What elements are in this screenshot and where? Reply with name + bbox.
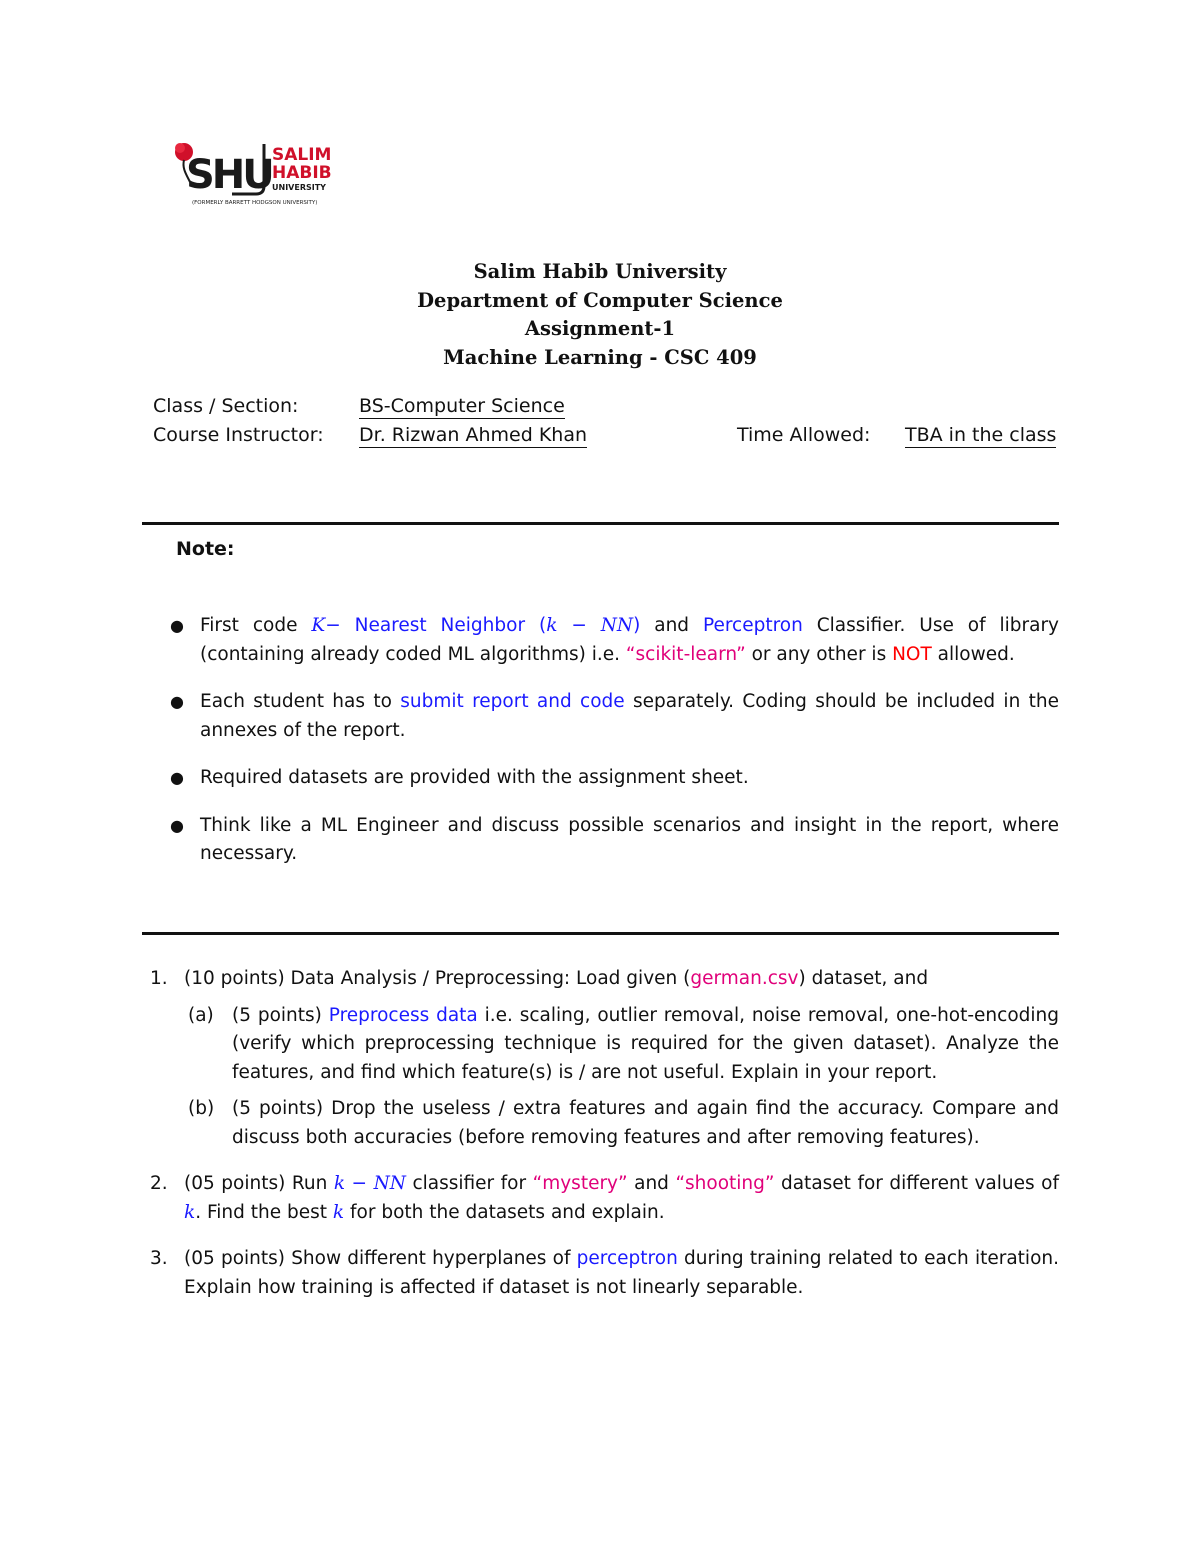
svg-text:SHU: SHU [186, 152, 272, 198]
bullet-icon: ● [170, 815, 184, 835]
svg-text:SALIM: SALIM [272, 145, 332, 165]
mystery-highlight: “mystery” [532, 1173, 628, 1194]
course-info [153, 395, 1083, 453]
list-item: ● Required datasets are provided with the assignment sheet. [170, 764, 1059, 793]
time-label: Time Allowed: [737, 424, 871, 446]
note-title: Note: [176, 538, 235, 560]
svg-text:(FORMERLY BARRETT HODGSON UNIV: (FORMERLY BARRETT HODGSON UNIVERSITY) [192, 200, 318, 206]
bullet-icon: ● [170, 768, 184, 787]
question-1b: (b) (5 points) Drop the useless / extra features and again find the accuracy. Compare and discuss both accuracies (before removing features and after removing features). [188, 1098, 1059, 1148]
list-item: ● Each student has to submit report and code separately. Coding should be included in the annexes of the report. [170, 688, 1059, 745]
department-name: Department of Computer Science [417, 288, 783, 312]
time-value: TBA in the class [905, 424, 1057, 446]
bottom-divider [142, 932, 1059, 935]
university-logo [172, 138, 362, 208]
class-label: Class / Section: [153, 395, 299, 417]
class-row [153, 395, 1083, 424]
class-value: BS-Computer Science [359, 395, 565, 417]
instructor-label: Course Instructor: [153, 424, 324, 446]
svg-text:UNIVERSITY: UNIVERSITY [272, 183, 326, 192]
question-1a: (a) (5 points) Preprocess data i.e. scaling, outlier removal, noise removal, one-hot-encoding (verify which preprocessing technique is required for the given dataset). Analyze the features, and find which feature(s) is / are not useful. Explain in your report. [188, 1004, 1060, 1083]
shooting-highlight: “shooting” [675, 1173, 775, 1194]
question-1: 1. (10 points) Data Analysis / Preprocessing: Load given (german.csv) dataset, and (a) (5 points) Preprocess data i.e. scaling, outlier removal, noise removal, one-hot-encoding (verify which preprocessing technique is required for the given dataset). Analyze the features, and find which feature(s) is / are not useful. Explain in your report. (b) (5 points) Drop the useless / extra features and again find the accuracy. Compare and discuss both accuracies (before removing features and after removing features). [150, 965, 1059, 1152]
question-list [150, 965, 1059, 1320]
note-list [170, 612, 1059, 888]
course-title: Machine Learning - CSC 409 [443, 345, 757, 369]
university-name: Salim Habib University [473, 260, 727, 283]
question-2: 2. (05 points) Run k − NN classifier for “mystery” and “shooting” dataset for different values of k. Find the best k for both the datasets and explain. [150, 1173, 1059, 1223]
preprocess-highlight: Preprocess data [328, 1004, 478, 1026]
submission-highlight: submit report and code [400, 691, 625, 712]
not-highlight: NOT [892, 643, 932, 665]
instructor-value: Dr. Rizwan Ahmed Khan [359, 424, 588, 446]
bullet-icon: ● [170, 616, 184, 635]
document-header [0, 258, 1200, 372]
perceptron-highlight: Perceptron [702, 615, 803, 636]
bullet-icon: ● [170, 692, 184, 711]
logo-mark-icon [172, 138, 362, 208]
list-item: ● First code K− Nearest Neighbor (k − NN) and Perceptron Classifier. Use of library (containing already coded ML algorithms) i.e. “scikit-learn” or any other is NOT allowed. [170, 612, 1059, 669]
perceptron-highlight: perceptron [576, 1248, 678, 1269]
list-item: ● Think like a ML Engineer and discuss possible scenarios and insight in the report, where necessary. [170, 812, 1059, 869]
svg-text:HABIB: HABIB [272, 163, 332, 183]
dataset-file-highlight: german.csv [690, 968, 799, 989]
instructor-row [153, 424, 1083, 453]
top-divider [142, 522, 1059, 525]
scikit-learn-highlight: “scikit-learn” [625, 643, 746, 665]
assignment-title: Assignment-1 [524, 317, 676, 340]
question-3: 3. (05 points) Show different hyperplanes of perceptron during training related to each iteration. Explain how training is affected if dataset is not linearly separable. [150, 1248, 1059, 1298]
